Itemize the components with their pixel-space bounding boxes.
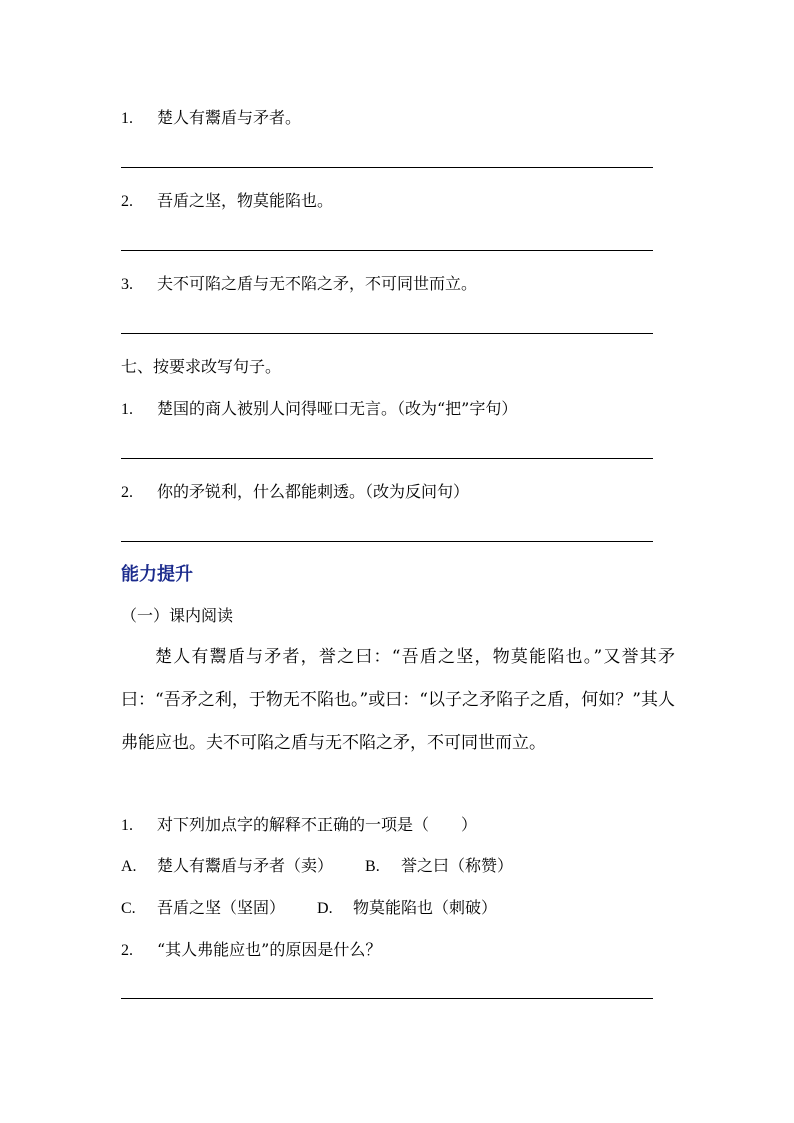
question-text: “其人弗能应也”的原因是什么？: [157, 940, 382, 959]
item-text: 夫不可陷之盾与无不陷之矛，不可同世而立。: [157, 274, 478, 293]
item-number: 3.: [121, 276, 133, 293]
option-d-text[interactable]: 物莫能陷也（刺破）: [353, 898, 498, 917]
option-a-text[interactable]: 楚人有鬻盾与矛者（卖）: [157, 856, 334, 875]
section-subheading: （一）课内阅读: [121, 606, 234, 625]
item-text: 吾盾之坚，物莫能陷也。: [157, 191, 334, 210]
option-c-label[interactable]: C.: [121, 900, 136, 917]
answer-line[interactable]: [121, 541, 653, 542]
options-row-2: [121, 898, 497, 919]
option-b-label[interactable]: B.: [365, 858, 380, 875]
item-number: 1.: [121, 401, 133, 418]
reading-passage: 楚人有鬻盾与矛者，誉之曰：“吾盾之坚，物莫能陷也。”又誉其矛曰：“吾矛之利，于物无不陷也。”或曰：“以子之矛陷子之盾，何如？”其人弗能应也。夫不可陷之盾与无不陷之矛，不可同世而立。: [121, 647, 675, 753]
item-number: 2.: [121, 193, 133, 210]
question-text: 对下列加点字的解释不正确的一项是（ ）: [157, 815, 478, 834]
answer-line[interactable]: [121, 167, 653, 168]
answer-line[interactable]: [121, 250, 653, 251]
item-text: 你的矛锐利，什么都能刺透。（改为反问句）: [157, 482, 470, 501]
section-heading: 能力提升: [121, 564, 193, 585]
option-d-label[interactable]: D.: [317, 900, 333, 917]
item-text: 楚人有鬻盾与矛者。: [157, 108, 302, 127]
option-c-text[interactable]: 吾盾之坚（坚固）: [157, 898, 286, 917]
translate-item-2: [121, 191, 333, 212]
translate-item-1: [121, 108, 301, 129]
item-number: 1.: [121, 110, 133, 127]
translate-item-3: [121, 274, 477, 295]
item-text: 楚国的商人被别人问得哑口无言。（改为“把”字句）: [157, 399, 518, 418]
options-row-1: [121, 856, 513, 877]
item-number: 2.: [121, 484, 133, 501]
question-2: [121, 940, 381, 961]
rewrite-item-1: [121, 399, 517, 420]
answer-line[interactable]: [121, 998, 653, 999]
rewrite-item-2: [121, 482, 469, 503]
question-number: 2.: [121, 942, 133, 959]
question-number: 1.: [121, 817, 133, 834]
question-1: [121, 815, 477, 836]
option-b-text[interactable]: 誉之曰（称赞）: [401, 856, 514, 875]
section-7-title: 七、按要求改写句子。: [121, 357, 282, 376]
answer-line[interactable]: [121, 458, 653, 459]
answer-line[interactable]: [121, 333, 653, 334]
option-a-label[interactable]: A.: [121, 858, 137, 875]
